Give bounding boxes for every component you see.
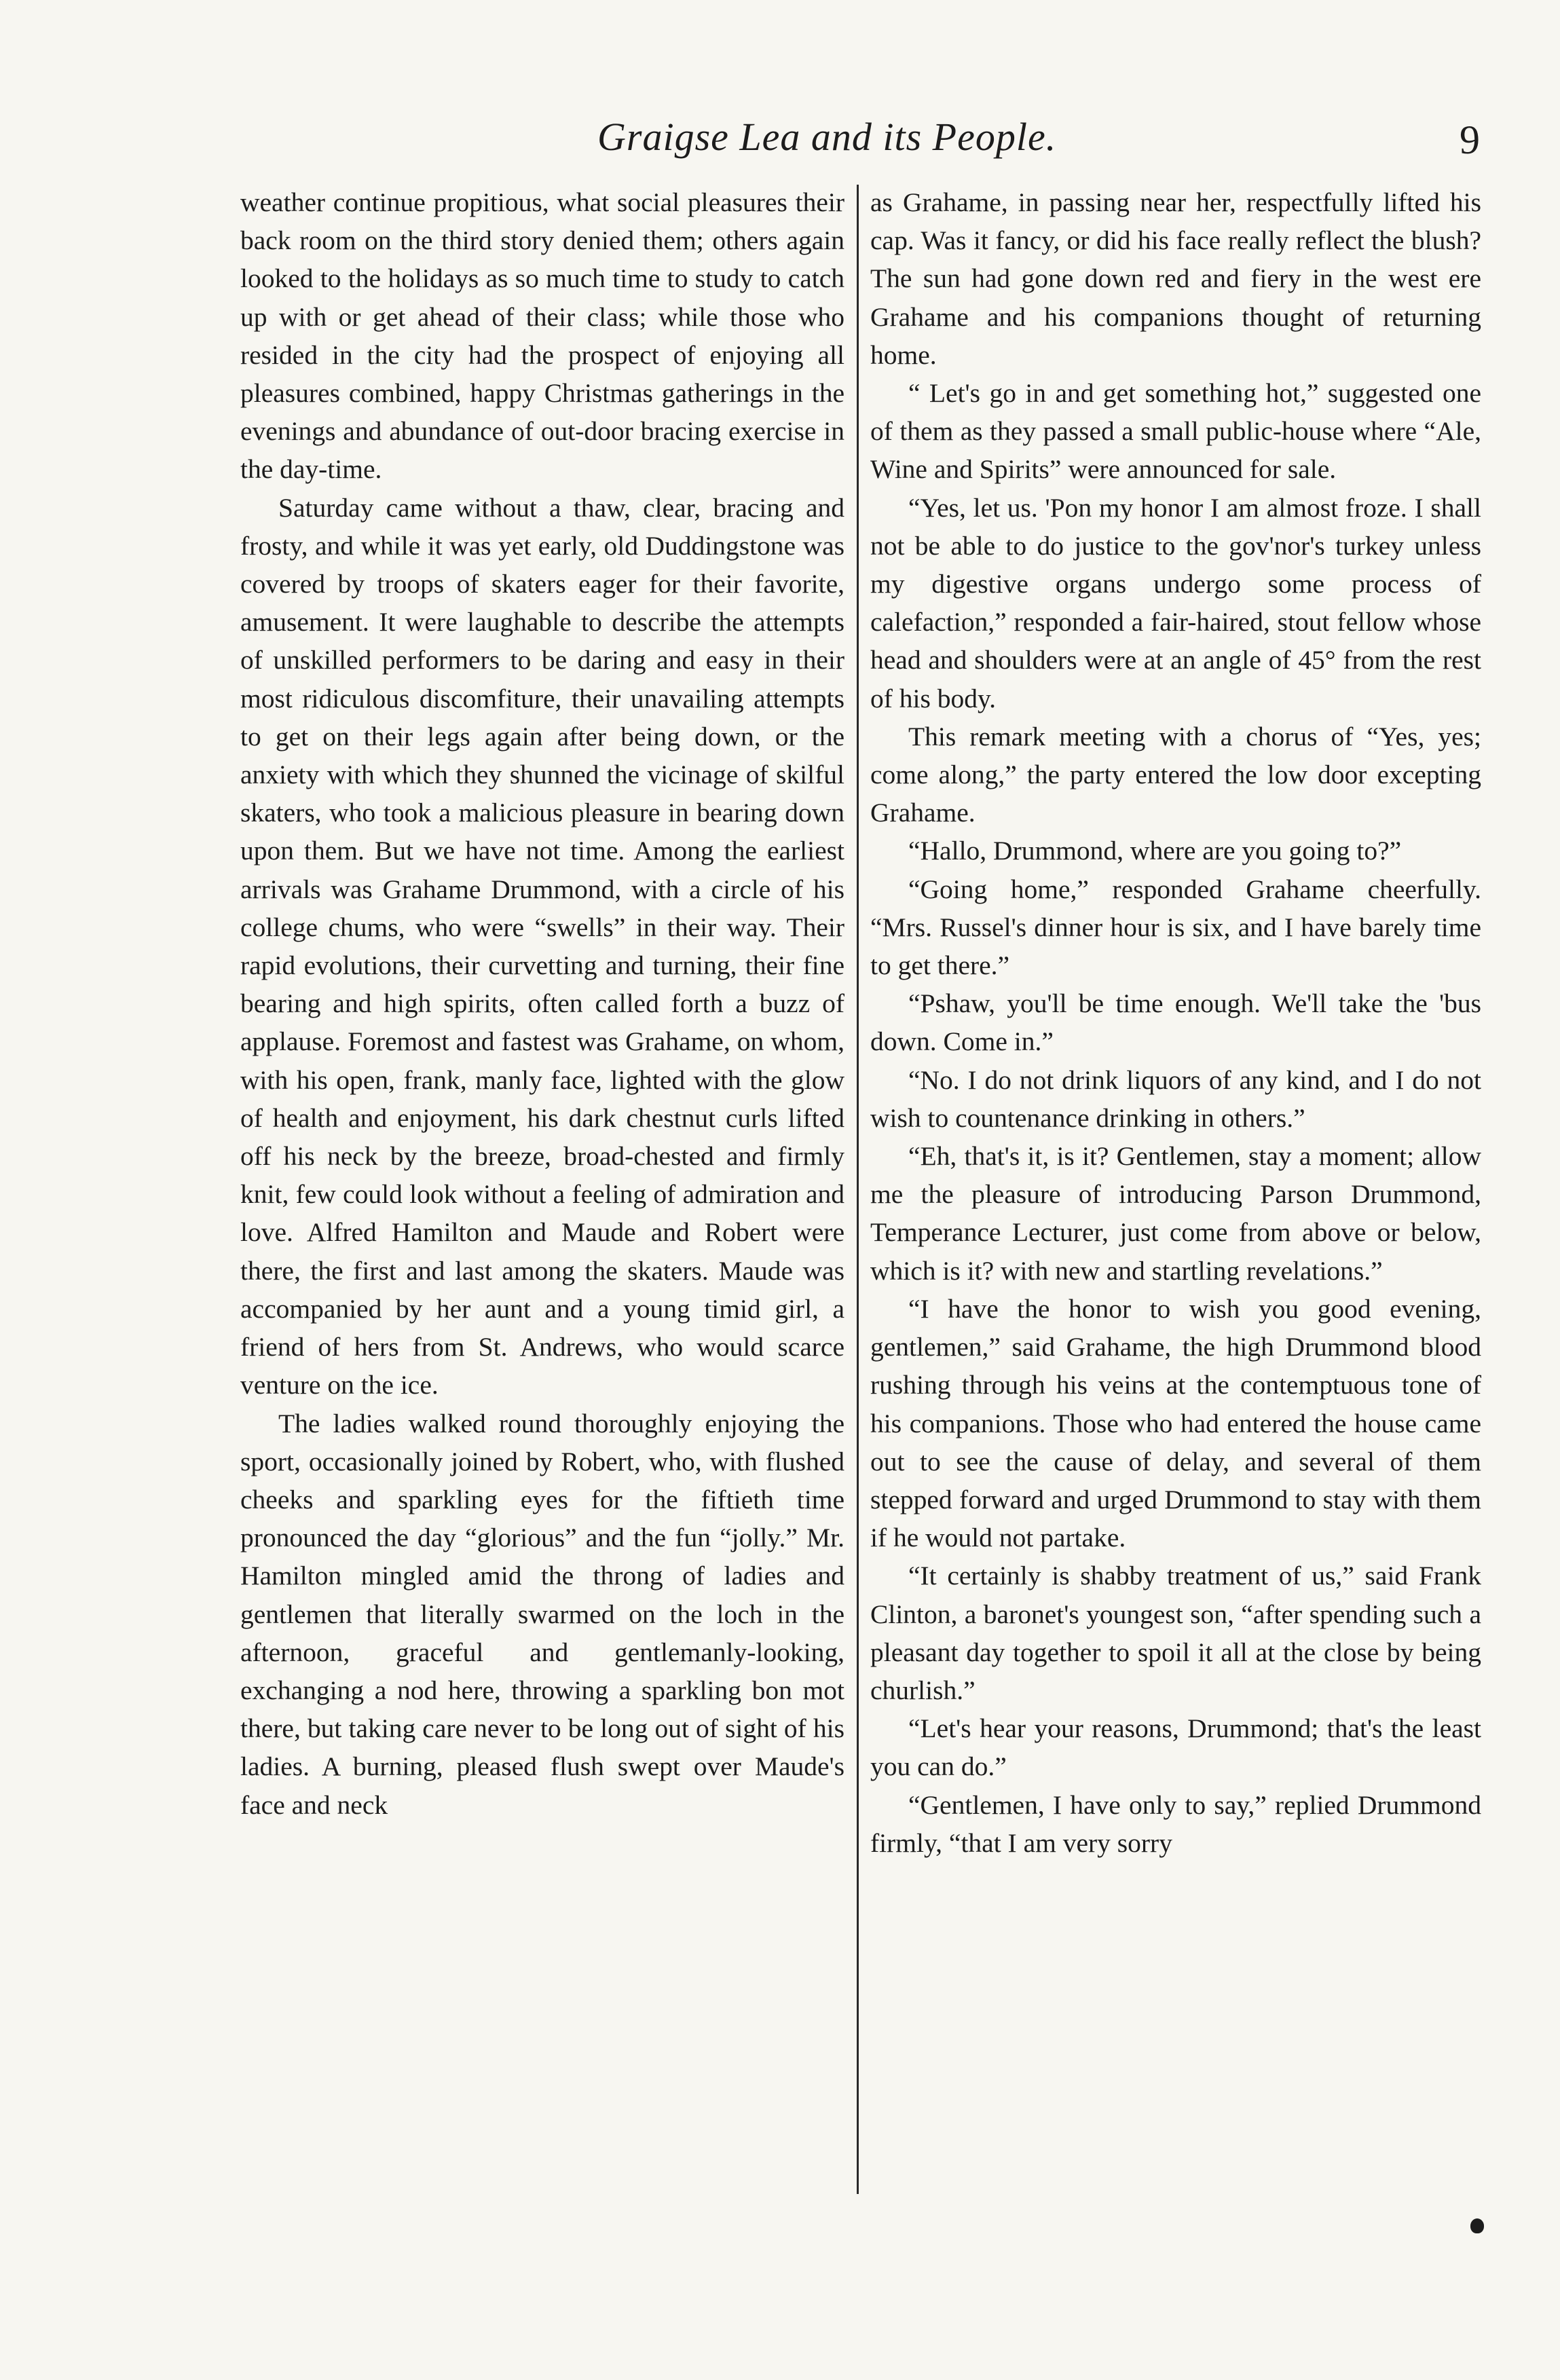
paragraph: “Going home,” responded Grahame cheerfully. “Mrs. Russel's dinner hour is six, and I have barely time to get there.”	[870, 874, 1481, 981]
ink-mark	[1470, 2218, 1484, 2233]
paragraph: “Gentlemen, I have only to say,” replied Drummond firmly, “that I am very sorry	[870, 1789, 1481, 1858]
paragraph: as Grahame, in passing near her, respectfully lifted his cap. Was it fancy, or did his face really reflect the blush? The sun had gone down red and fiery in the west ere Grahame and his companions thought of returning home.	[870, 187, 1481, 370]
paragraph: “Let's hear your reasons, Drummond; that's the least you can do.”	[870, 1713, 1481, 1782]
paragraph: “No. I do not drink liquors of any kind, and I do not wish to countenance drinking in others.”	[870, 1064, 1481, 1133]
running-head: Graigse Lea and its People.	[597, 115, 1057, 159]
right-column	[870, 183, 1481, 1862]
paragraph: “Hallo, Drummond, where are you going to?”	[908, 836, 1402, 866]
paragraph: “It certainly is shabby treatment of us,” said Frank Clinton, a baronet's youngest son, “after spending such a pleasant day together to spoil it all at the close by being churlish.”	[870, 1561, 1481, 1705]
paragraph: weather continue propitious, what social pleasures their back room on the third story denied them; others again looked to the holidays as so much time to study to catch up with or get ahead of their class; while those who resided in the city had the prospect of enjoying all pleasures combined, happy Christmas gatherings in the evenings and abundance of out-door bracing exercise in the day-time.	[240, 187, 844, 485]
paragraph: This remark meeting with a chorus of “Yes, yes; come along,” the party entered the low door excepting Grahame.	[870, 721, 1481, 828]
paragraph: “ Let's go in and get something hot,” suggested one of them as they passed a small public-house where “Ale, Wine and Spirits” were announced for sale.	[870, 378, 1481, 485]
paragraph: “Yes, let us. 'Pon my honor I am almost froze. I shall not be able to do justice to the gov'nor's turkey unless my digestive organs undergo some process of calefaction,” responded a fair-haired, stout fellow whose head and shoulders were at an angle of 45° from the rest of his body.	[870, 492, 1481, 713]
left-column	[240, 183, 844, 1824]
paragraph: “I have the honor to wish you good evening, gentlemen,” said Grahame, the high Drummond blood rushing through his veins at the contemptuous tone of his companions. Those who had entered the house came out to see the cause of delay, and several of them stepped forward and urged Drummond to stay with them if he would not partake.	[870, 1293, 1481, 1553]
paragraph: “Pshaw, you'll be time enough. We'll take the 'bus down. Come in.”	[870, 988, 1481, 1057]
paragraph: “Eh, that's it, is it? Gentlemen, stay a moment; allow me the pleasure of introducing Parson Drummond, Temperance Lecturer, just come from above or below, which is it? with new and startling revelations.”	[870, 1141, 1481, 1286]
paragraph: The ladies walked round thoroughly enjoying the sport, occasionally joined by Robert, who, with flushed cheeks and sparkling eyes for the fiftieth time pronounced the day “glorious” and the fun “jolly.” Mr. Hamilton mingled amid the throng of ladies and gentlemen that literally swarmed on the loch in the afternoon, graceful and gentlemanly-looking, exchanging a nod here, throwing a sparkling bon mot there, but taking care never to be long out of sight of his ladies. A burning, pleased flush swept over Maude's face and neck	[240, 1408, 844, 1820]
column-rule	[857, 185, 859, 2194]
paragraph: Saturday came without a thaw, clear, bracing and frosty, and while it was yet early, old Duddingstone was covered by troops of skaters eager for their favorite, amusement. It were laughable to describe the attempts of unskilled performers to be daring and easy in their most ridiculous discomfiture, their unavailing attempts to get on their legs again after being down, or the anxiety with which they shunned the vicinage of skilful skaters, who took a malicious pleasure in bearing down upon them. But we have not time. Among the earliest arrivals was Grahame Drummond, with a circle of his college chums, who were “swells” in their way. Their rapid evolutions, their curvetting and turning, their fine bearing and high spirits, often called forth a buzz of applause. Foremost and fastest was Grahame, on whom, with his open, frank, manly face, lighted with the glow of health and enjoyment, his dark chestnut curls lifted off his neck by the breeze, broad-chested and firmly knit, few could look without a feeling of admiration and love. Alfred Hamilton and Maude and Robert were there, the first and last among the skaters. Maude was accompanied by her aunt and a young timid girl, a friend of hers from St. Andrews, who would scarce venture on the ice.	[240, 492, 844, 1400]
page-number: 9	[1460, 117, 1480, 162]
